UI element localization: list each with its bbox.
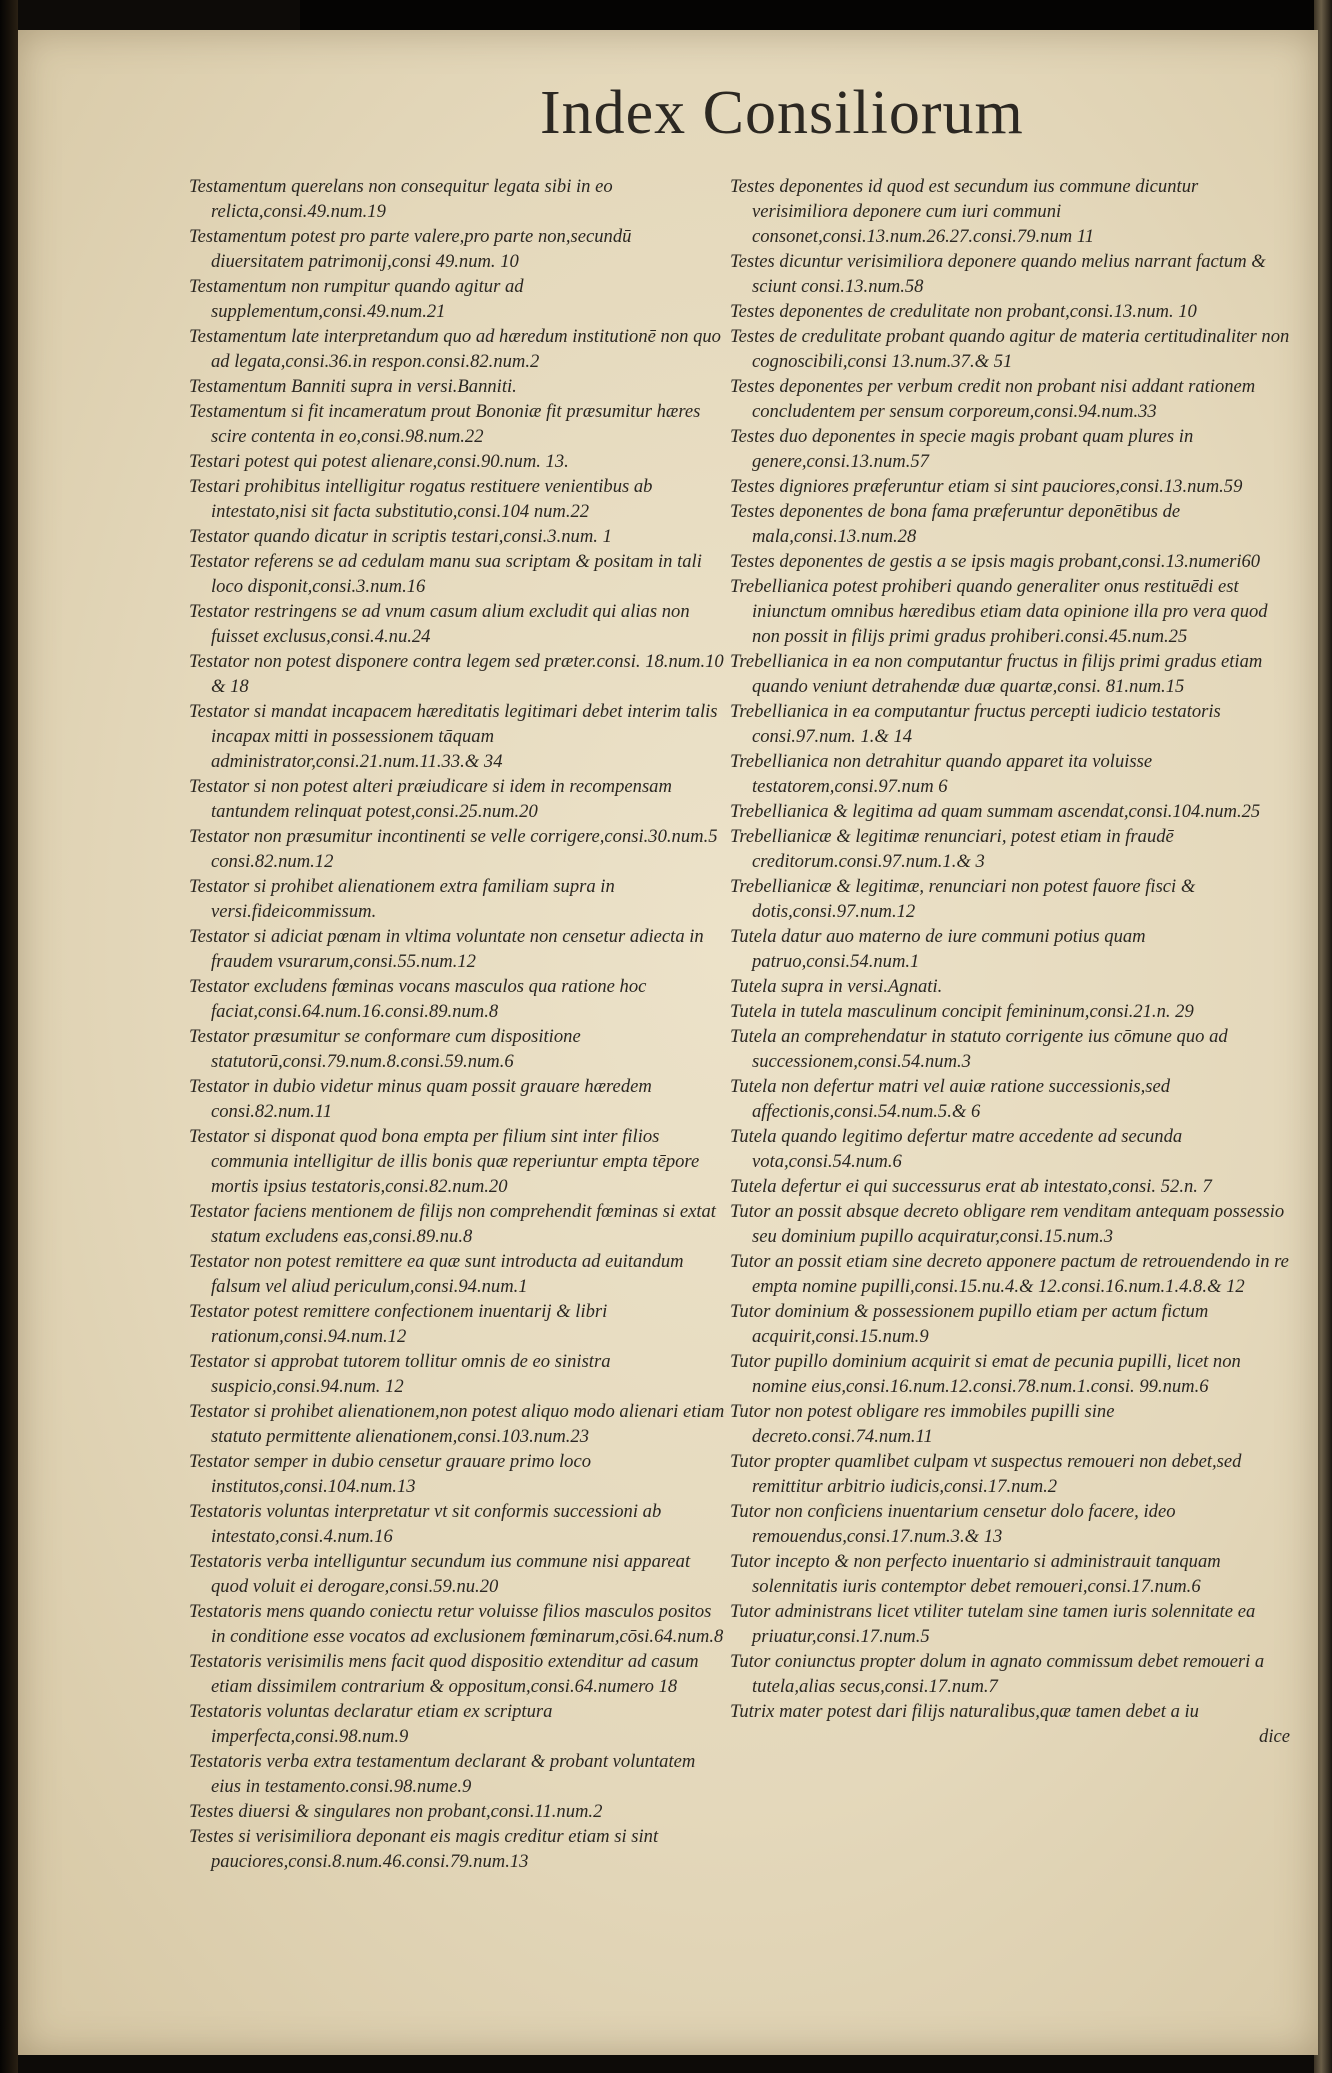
index-entry: Testator non præsumitur incontinenti se velle corrigere,consi.30.num.5 consi.82.num.12 <box>189 826 718 872</box>
index-entry: Testator non potest remittere ea quæ sunt introducta ad euitandum falsum vel aliud periculum,consi.94.num.1 <box>189 1251 684 1297</box>
index-entry: Tutor administrans licet vtiliter tutelam sine tamen iuris solennitate ea priuatur,consi.17.num.5 <box>730 1601 1256 1647</box>
index-entry: Testator semper in dubio censetur grauare primo loco institutos,consi.104.num.13 <box>189 1451 591 1497</box>
index-entry: Tutor pupillo dominium acquirit si emat de pecunia pupilli, licet non nomine eius,consi.16.num.12.consi.78.num.1.consi. 99.num.6 <box>730 1351 1241 1397</box>
index-entry: Testator faciens mentionem de filijs non comprehendit fœminas si extat statum excludens eas,consi.89.nu.8 <box>189 1201 716 1247</box>
index-entry: Testatoris voluntas declaratur etiam ex scriptura imperfecta,consi.98.num.9 <box>189 1701 553 1747</box>
index-entry: Testari prohibitus intelligitur rogatus restituere venientibus ab intestato,nisi sit facta substitutio,consi.104 num.22 <box>189 476 653 522</box>
index-entry: Testator si disponat quod bona empta per filium sint inter filios communia intelligitur de illis bonis quæ reperiuntur empta tēpore mortis ipsius testatoris,consi.82.num.20 <box>189 1126 700 1197</box>
index-entry: Tutor non conficiens inuentarium censetur dolo facere, ideo remouendus,consi.17.num.3.& 13 <box>730 1501 1176 1547</box>
index-entry: Testes digniores præferuntur etiam si sint pauciores,consi.13.num.59 <box>730 476 1243 497</box>
index-entry: Testator in dubio videtur minus quam possit grauare hæredem consi.82.num.11 <box>189 1076 652 1122</box>
index-entry: Testes duo deponentes in specie magis probant quam plures in genere,consi.13.num.57 <box>730 426 1194 472</box>
index-entry: Testamentum late interpretandum quo ad hæredum institutionē non quo ad legata,consi.36.in respon.consi.82.num.2 <box>189 326 721 372</box>
index-entry: Testamentum Banniti supra in versi.Banniti. <box>189 376 517 397</box>
index-entry: Testatoris verba intelliguntur secundum ius commune nisi appareat quod voluit ei derogare,consi.59.nu.20 <box>189 1551 691 1597</box>
index-entry: Testator præsumitur se conformare cum dispositione statutorū,consi.79.num.8.consi.59.num.6 <box>189 1026 581 1072</box>
index-entry: Testator si mandat incapacem hæreditatis legitimari debet interim talis incapax mitti in possessionem tāquam administrator,consi.21.num.11.33.& 34 <box>189 701 718 772</box>
index-entry: Tutor incepto & non perfecto inuentario si administrauit tanquam solennitatis iuris contemptor debet remoueri,consi.17.num.6 <box>730 1551 1221 1597</box>
index-column-right <box>730 174 1290 1749</box>
index-entry: Tutela datur auo materno de iure communi potius quam patruo,consi.54.num.1 <box>730 926 1146 972</box>
index-entry: Tutor an possit absque decreto obligare rem venditam antequam possessio seu dominium pupillo acquiratur,consi.15.num.3 <box>730 1201 1285 1247</box>
index-entry: Tutela in tutela masculinum concipit femininum,consi.21.n. 29 <box>730 1001 1194 1022</box>
index-entry: Tutela supra in versi.Agnati. <box>730 976 943 997</box>
index-entry: Testator si non potest alteri præiudicare si idem in recompensam tantundem relinquat potest,consi.25.num.20 <box>189 776 672 822</box>
index-entry: Trebellianicæ & legitimæ renunciari, potest etiam in fraudē creditorum.consi.97.num.1.& 3 <box>730 826 1174 872</box>
index-entry: Tutrix mater potest dari filijs naturalibus,quæ tamen debet a iu <box>730 1701 1199 1722</box>
index-entry: Testator restringens se ad vnum casum alium excludit qui alias non fuisset exclusus,consi.4.nu.24 <box>189 601 690 647</box>
index-entry: Testatoris verisimilis mens facit quod dispositio extenditur ad casum etiam dissimilem contrarium & oppositum,consi.64.numero 18 <box>189 1651 699 1697</box>
index-entry: Testes deponentes de credulitate non probant,consi.13.num. 10 <box>730 301 1197 322</box>
index-entry: Tutor non potest obligare res immobiles pupilli sine decreto.consi.74.num.11 <box>730 1401 1115 1447</box>
page-title: Index Consiliorum <box>540 79 1024 147</box>
index-entry: Trebellianica in ea non computantur fructus in filijs primi gradus etiam quando veniunt detrahendæ duæ quartæ,consi. 81.num.15 <box>730 651 1263 697</box>
index-entry: Testator excludens fœminas vocans masculos qua ratione hoc faciat,consi.64.num.16.consi.89.num.8 <box>189 976 647 1022</box>
index-entry: Testamentum potest pro parte valere,pro parte non,secundū diuersitatem patrimonij,consi 49.num. 10 <box>189 226 632 272</box>
index-entry: Testes deponentes id quod est secundum ius commune dicuntur verisimiliora deponere cum iuri communi consonet,consi.13.num.26.27.consi.79.num 11 <box>730 176 1199 247</box>
index-entry: Tutor dominium & possessionem pupillo etiam per actum fictum acquirit,consi.15.num.9 <box>730 1301 1209 1347</box>
index-entry: Testamentum si fit incameratum prout Bononiæ fit præsumitur hæres scire contenta in eo,consi.98.num.22 <box>189 401 701 447</box>
index-entry: Testatoris verba extra testamentum declarant & probant voluntatem eius in testamento.consi.98.nume.9 <box>189 1751 696 1797</box>
index-entry: Testator si prohibet alienationem extra familiam supra in versi.fideicommissum. <box>189 876 615 922</box>
index-entry: Trebellianica non detrahitur quando apparet ita voluisse testatorem,consi.97.num 6 <box>730 751 1153 797</box>
index-entry: Testatoris voluntas interpretatur vt sit conformis successioni ab intestato,consi.4.num.16 <box>189 1501 662 1547</box>
index-entry: Tutela an comprehendatur in statuto corrigente ius cōmune quo ad successionem,consi.54.num.3 <box>730 1026 1228 1072</box>
index-entry: Testes de credulitate probant quando agitur de materia certitudinaliter non cognoscibili,consi 13.num.37.& 51 <box>730 326 1290 372</box>
index-entry: Testator si prohibet alienationem,non potest aliquo modo alienari etiam statuto permittente alienationem,consi.103.num.23 <box>189 1401 725 1447</box>
index-entry: Tutela non defertur matri vel auiæ ratione successionis,sed affectionis,consi.54.num.5.& 6 <box>730 1076 1171 1122</box>
index-entry: Testes diuersi & singulares non probant,consi.11.num.2 <box>189 1801 603 1822</box>
index-entry: Testatoris mens quando coniectu retur voluisse filios masculos positos in conditione esse vocatos ad exclusionem fœminarum,cōsi.64.num.8 <box>189 1601 724 1647</box>
index-entry: Testator non potest disponere contra legem sed præter.consi. 18.num.10 & 18 <box>189 651 724 697</box>
index-entry: Testamentum querelans non consequitur legata sibi in eo relicta,consi.49.num.19 <box>189 176 613 222</box>
index-entry: Testes deponentes per verbum credit non probant nisi addant rationem concludentem per sensum corporeum,consi.94.num.33 <box>730 376 1256 422</box>
index-entry: Testes deponentes de bona fama præferuntur deponētibus de mala,consi.13.num.28 <box>730 501 1181 547</box>
index-entry: Testator si adiciat pœnam in vltima voluntate non censetur adiecta in fraudem vsurarum,consi.55.num.12 <box>189 926 704 972</box>
book-spine <box>0 0 18 2073</box>
index-entry: Testator referens se ad cedulam manu sua scriptam & positam in tali loco disponit,consi.3.num.16 <box>189 551 702 597</box>
index-entry: Trebellianicæ & legitimæ, renunciari non potest fauore fisci & dotis,consi.97.num.12 <box>730 876 1196 922</box>
index-entry: Testes deponentes de gestis a se ipsis magis probant,consi.13.numeri60 <box>730 551 1261 572</box>
index-entry: Testes si verisimiliora deponant eis magis creditur etiam si sint pauciores,consi.8.num.46.consi.79.num.13 <box>189 1826 659 1872</box>
index-entry: Testes dicuntur verisimiliora deponere quando melius narrant factum & sciunt consi.13.num.58 <box>730 251 1266 297</box>
index-entry: Tutor propter quamlibet culpam vt suspectus remoueri non debet,sed remittitur arbitrio iudicis,consi.17.num.2 <box>730 1451 1242 1497</box>
catchword: dice <box>1259 1726 1290 1747</box>
index-entry: Testator potest remittere confectionem inuentarij & libri rationum,consi.94.num.12 <box>189 1301 608 1347</box>
dark-background <box>300 0 1332 30</box>
index-entry: Testari potest qui potest alienare,consi.90.num. 13. <box>189 451 569 472</box>
index-entry: Testator quando dicatur in scriptis testari,consi.3.num. 1 <box>189 526 612 547</box>
index-entry: Trebellianica in ea computantur fructus percepti iudicio testatoris consi.97.num. 1.& 14 <box>730 701 1221 747</box>
index-entry: Testator si approbat tutorem tollitur omnis de eo sinistra suspicio,consi.94.num. 12 <box>189 1351 611 1397</box>
index-entry: Trebellianica potest prohiberi quando generaliter onus restituēdi est iniunctum omnibus hæredibus etiam data opinione illa pro vera quod non possit in filijs primi gradus prohiberi.consi.45.num.25 <box>730 576 1268 647</box>
index-entry: Tutela defertur ei qui successurus erat ab intestato,consi. 52.n. 7 <box>730 1176 1212 1197</box>
index-entry: Tutor an possit etiam sine decreto apponere pactum de retrouendendo in re empta nomine pupilli,consi.15.nu.4.& 12.consi.16.num.1.4.8.& 12 <box>730 1251 1289 1297</box>
index-column-left <box>189 174 729 1874</box>
index-entry: Trebellianica & legitima ad quam summam ascendat,consi.104.num.25 <box>730 801 1261 822</box>
index-entry: Testamentum non rumpitur quando agitur ad supplementum,consi.49.num.21 <box>189 276 524 322</box>
index-entry: Tutela quando legitimo defertur matre accedente ad secunda vota,consi.54.num.6 <box>730 1126 1183 1172</box>
index-entry: Tutor coniunctus propter dolum in agnato commissum debet remoueri a tutela,alias secus,consi.17.num.7 <box>730 1651 1265 1697</box>
